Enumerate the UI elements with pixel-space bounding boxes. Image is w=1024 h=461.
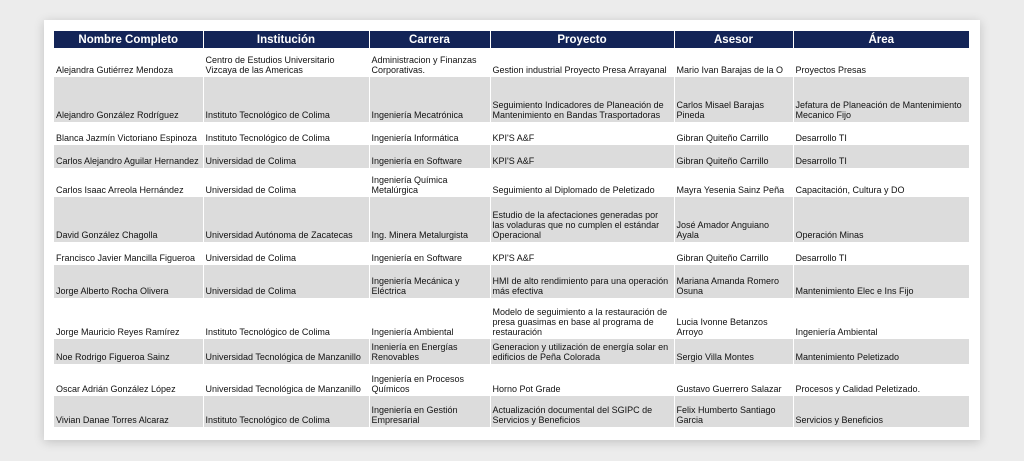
cell-proyecto: KPI'S A&F [490, 122, 674, 145]
cell-nombre: Noe Rodrigo Figueroa Sainz [54, 339, 203, 364]
cell-proyecto: Seguimiento al Diplomado de Peletizado [490, 168, 674, 197]
cell-asesor: Felix Humberto Santiago Garcia [674, 396, 793, 427]
cell-carrera: Ineniería en Energías Renovables [369, 339, 490, 364]
cell-carrera: Ingeniería Mecatrónica [369, 77, 490, 122]
cell-proyecto: Gestion industrial Proyecto Presa Arrayanal [490, 48, 674, 77]
cell-nombre: Alejandra Gutiérrez Mendoza [54, 48, 203, 77]
cell-nombre: Jorge Alberto Rocha Olivera [54, 265, 203, 298]
cell-institucion: Centro de Estudios Universitario Vizcaya de las Americas [203, 48, 369, 77]
cell-institucion: Universidad de Colima [203, 265, 369, 298]
cell-carrera: Ingeniería Informática [369, 122, 490, 145]
cell-carrera: Ingeniería Química Metalúrgica [369, 168, 490, 197]
cell-proyecto: Horno Pot Grade [490, 364, 674, 396]
cell-carrera: Ing. Minera Metalurgista [369, 197, 490, 242]
cell-area: Desarrollo TI [793, 242, 969, 265]
cell-institucion: Universidad Tecnológica de Manzanillo [203, 364, 369, 396]
table-row [54, 339, 969, 364]
table-row [54, 396, 969, 427]
cell-nombre: David González Chagolla [54, 197, 203, 242]
table-card [44, 20, 980, 440]
cell-nombre: Oscar Adrián González López [54, 364, 203, 396]
header-nombre: Nombre Completo [54, 31, 203, 48]
cell-area: Proyectos Presas [793, 48, 969, 77]
cell-asesor: Mariana Amanda Romero Osuna [674, 265, 793, 298]
cell-proyecto: Generacion y utilización de energía solar en edificios de Peña Colorada [490, 339, 674, 364]
header-carrera: Carrera [369, 31, 490, 48]
cell-carrera: Ingeniería en Procesos Químicos [369, 364, 490, 396]
cell-nombre: Blanca Jazmín Victoriano Espinoza [54, 122, 203, 145]
cell-carrera: Ingeniería en Software [369, 145, 490, 168]
cell-carrera: Ingeniería en Software [369, 242, 490, 265]
header-row [54, 31, 969, 48]
cell-proyecto: KPI'S A&F [490, 242, 674, 265]
cell-nombre: Carlos Isaac Arreola Hernández [54, 168, 203, 197]
cell-carrera: Ingeniería Mecánica y Eléctrica [369, 265, 490, 298]
header-proyecto: Proyecto [490, 31, 674, 48]
table-row [54, 122, 969, 145]
cell-asesor: Carlos Misael Barajas Pineda [674, 77, 793, 122]
table-row [54, 197, 969, 242]
cell-carrera: Ingeniería Ambiental [369, 298, 490, 339]
cell-asesor: Mayra Yesenia Sainz Peña [674, 168, 793, 197]
cell-proyecto: Actualización documental del SGIPC de Servicios y Beneficios [490, 396, 674, 427]
table-row [54, 265, 969, 298]
table-row [54, 145, 969, 168]
table-row [54, 77, 969, 122]
cell-proyecto: Estudio de la afectaciones generadas por las voladuras que no cumplen el estándar Operacional [490, 197, 674, 242]
cell-institucion: Universidad de Colima [203, 168, 369, 197]
cell-asesor: Mario Ivan Barajas de la O [674, 48, 793, 77]
header-area: Área [793, 31, 969, 48]
cell-proyecto: Modelo de seguimiento a la restauración de presa guasimas en base al programa de restauración [490, 298, 674, 339]
table-row [54, 298, 969, 339]
cell-nombre: Francisco Javier Mancilla Figueroa [54, 242, 203, 265]
cell-area: Servicios y Beneficios [793, 396, 969, 427]
cell-institucion: Universidad de Colima [203, 145, 369, 168]
table-row [54, 364, 969, 396]
cell-proyecto: KPI'S A&F [490, 145, 674, 168]
cell-proyecto: Seguimiento Indicadores de Planeación de Mantenimiento en Bandas Trasportadoras [490, 77, 674, 122]
cell-proyecto: HMI de alto rendimiento para una operación más efectiva [490, 265, 674, 298]
table-body [54, 48, 969, 427]
cell-institucion: Universidad Autónoma de Zacatecas [203, 197, 369, 242]
cell-area: Desarrollo TI [793, 122, 969, 145]
cell-institucion: Universidad de Colima [203, 242, 369, 265]
cell-area: Mantenimiento Peletizado [793, 339, 969, 364]
cell-asesor: Sergio Villa Montes [674, 339, 793, 364]
cell-area: Desarrollo TI [793, 145, 969, 168]
cell-institucion: Instituto Tecnológico de Colima [203, 396, 369, 427]
cell-area: Capacitación, Cultura y DO [793, 168, 969, 197]
cell-asesor: Gibran Quiteño Carrillo [674, 242, 793, 265]
cell-institucion: Instituto Tecnológico de Colima [203, 122, 369, 145]
cell-area: Jefatura de Planeación de Mantenimiento Mecanico Fijo [793, 77, 969, 122]
cell-carrera: Administracion y Finanzas Corporativas. [369, 48, 490, 77]
cell-asesor: Gibran Quiteño Carrillo [674, 122, 793, 145]
cell-institucion: Instituto Tecnológico de Colima [203, 77, 369, 122]
cell-asesor: José Amador Anguiano Ayala [674, 197, 793, 242]
cell-area: Procesos y Calidad Peletizado. [793, 364, 969, 396]
cell-area: Ingeniería Ambiental [793, 298, 969, 339]
students-table [54, 31, 969, 427]
table-row [54, 168, 969, 197]
cell-institucion: Instituto Tecnológico de Colima [203, 298, 369, 339]
cell-asesor: Gibran Quiteño Carrillo [674, 145, 793, 168]
cell-carrera: Ingeniería en Gestión Empresarial [369, 396, 490, 427]
cell-area: Operación Minas [793, 197, 969, 242]
cell-nombre: Jorge Mauricio Reyes Ramírez [54, 298, 203, 339]
table-row [54, 48, 969, 77]
cell-asesor: Gustavo Guerrero Salazar [674, 364, 793, 396]
cell-institucion: Universidad Tecnológica de Manzanillo [203, 339, 369, 364]
cell-area: Mantenimiento Elec e Ins Fijo [793, 265, 969, 298]
header-institucion: Institución [203, 31, 369, 48]
table-row [54, 242, 969, 265]
header-asesor: Asesor [674, 31, 793, 48]
cell-nombre: Alejandro González Rodríguez [54, 77, 203, 122]
cell-nombre: Vivian Danae Torres Alcaraz [54, 396, 203, 427]
cell-nombre: Carlos Alejandro Aguilar Hernandez [54, 145, 203, 168]
cell-asesor: Lucia Ivonne Betanzos Arroyo [674, 298, 793, 339]
